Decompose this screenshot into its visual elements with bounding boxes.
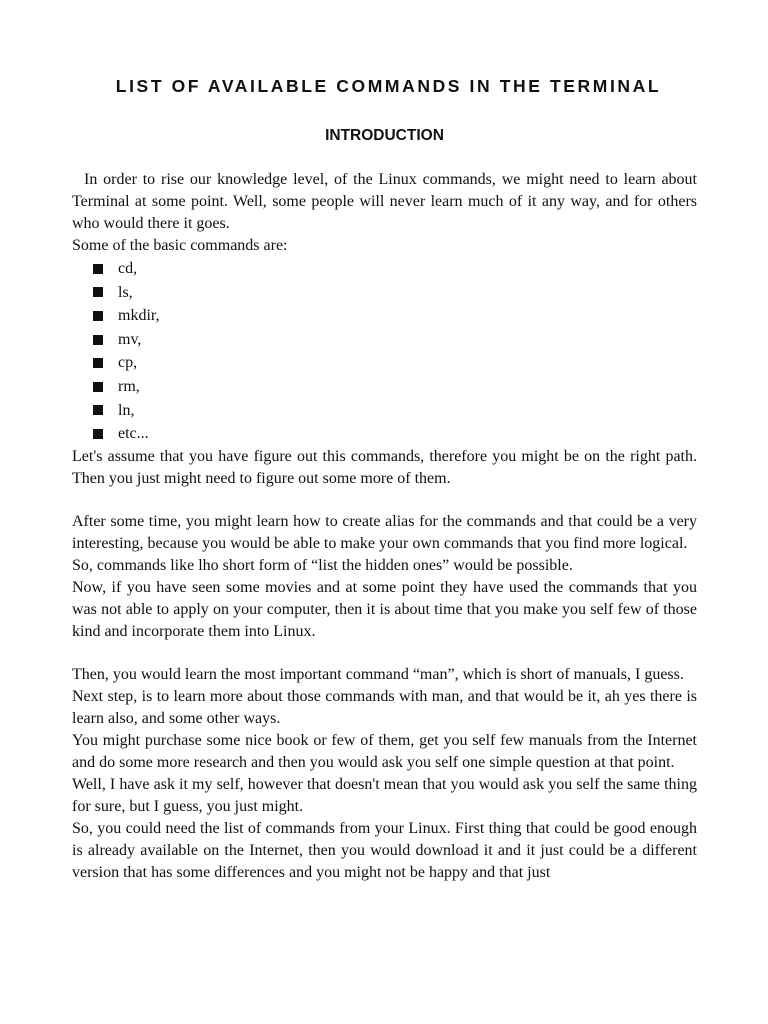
command-label: cp, xyxy=(118,354,138,372)
document-body xyxy=(72,169,697,884)
basic-commands-lead: Some of the basic commands are: xyxy=(72,237,288,254)
list-item xyxy=(93,351,697,375)
paragraph-spacer xyxy=(72,643,697,664)
square-bullet-icon xyxy=(93,264,103,274)
list-item xyxy=(93,399,697,423)
list-item xyxy=(93,304,697,328)
paragraph-movies: Now, if you have seen some movies and at some point they have used the commands that you was not able to apply on your computer, then it is about time that you make you self few of those kind and incorporate them into Linux. xyxy=(72,578,697,640)
paragraph-next-step: Next step, is to learn more about those commands with man, and that would be it, ah yes there is learn also, and some other ways. xyxy=(72,687,697,727)
square-bullet-icon xyxy=(93,311,103,321)
command-label: mv, xyxy=(118,330,142,348)
command-label: etc... xyxy=(118,425,149,443)
paragraph-well: Well, I have ask it my self, however that doesn't mean that you would ask you self the same thing for sure, but I guess, you just might. xyxy=(72,775,697,815)
command-label: cd, xyxy=(118,260,138,277)
command-label: ls, xyxy=(118,283,133,301)
intro-paragraph: In order to rise our knowledge level, of the Linux commands, we might need to learn about Terminal at some point. Well, some people will never learn much of it any way, and for others who would there it goes. xyxy=(72,171,697,232)
paragraph-list: So, you could need the list of commands from your Linux. First thing that could be good enough is already available on the Internet, then you would download it and it just could be a different version that has some differences and you might not be happy and that just xyxy=(72,819,697,881)
list-item xyxy=(93,328,697,352)
square-bullet-icon xyxy=(93,382,103,392)
list-item xyxy=(93,422,697,446)
paragraph-book: You might purchase some nice book or few of them, get you self few manuals from the Internet and do some more research and then you would ask you self one simple question at that point. xyxy=(72,731,697,771)
command-label: mkdir, xyxy=(118,307,160,325)
square-bullet-icon xyxy=(93,429,103,439)
document-page xyxy=(72,70,697,884)
list-item xyxy=(93,375,697,399)
section-heading-introduction: INTRODUCTION xyxy=(325,127,444,144)
paragraph-spacer xyxy=(72,490,697,511)
square-bullet-icon xyxy=(93,358,103,368)
paragraph-man: Then, you would learn the most important command “man”, which is short of manuals, I guess. xyxy=(72,665,684,683)
paragraph-assume: Let's assume that you have figure out this commands, therefore you might be on the right path. Then you just might need to figure out some more of them. xyxy=(72,447,697,487)
paragraph-alias: After some time, you might learn how to create alias for the commands and that could be a very interesting, because you would be able to make your own commands that you find more logical. xyxy=(72,512,697,552)
square-bullet-icon xyxy=(93,405,103,415)
document-title: LIST OF AVAILABLE COMMANDS IN THE TERMINAL xyxy=(115,76,662,96)
command-label: rm, xyxy=(118,377,140,395)
square-bullet-icon xyxy=(93,287,103,297)
square-bullet-icon xyxy=(93,335,103,345)
basic-commands-list xyxy=(72,257,697,446)
command-label: ln, xyxy=(118,401,135,419)
list-item xyxy=(93,281,697,305)
list-item xyxy=(93,257,697,281)
paragraph-lho: So, commands like lho short form of “list the hidden ones” would be possible. xyxy=(72,556,573,574)
